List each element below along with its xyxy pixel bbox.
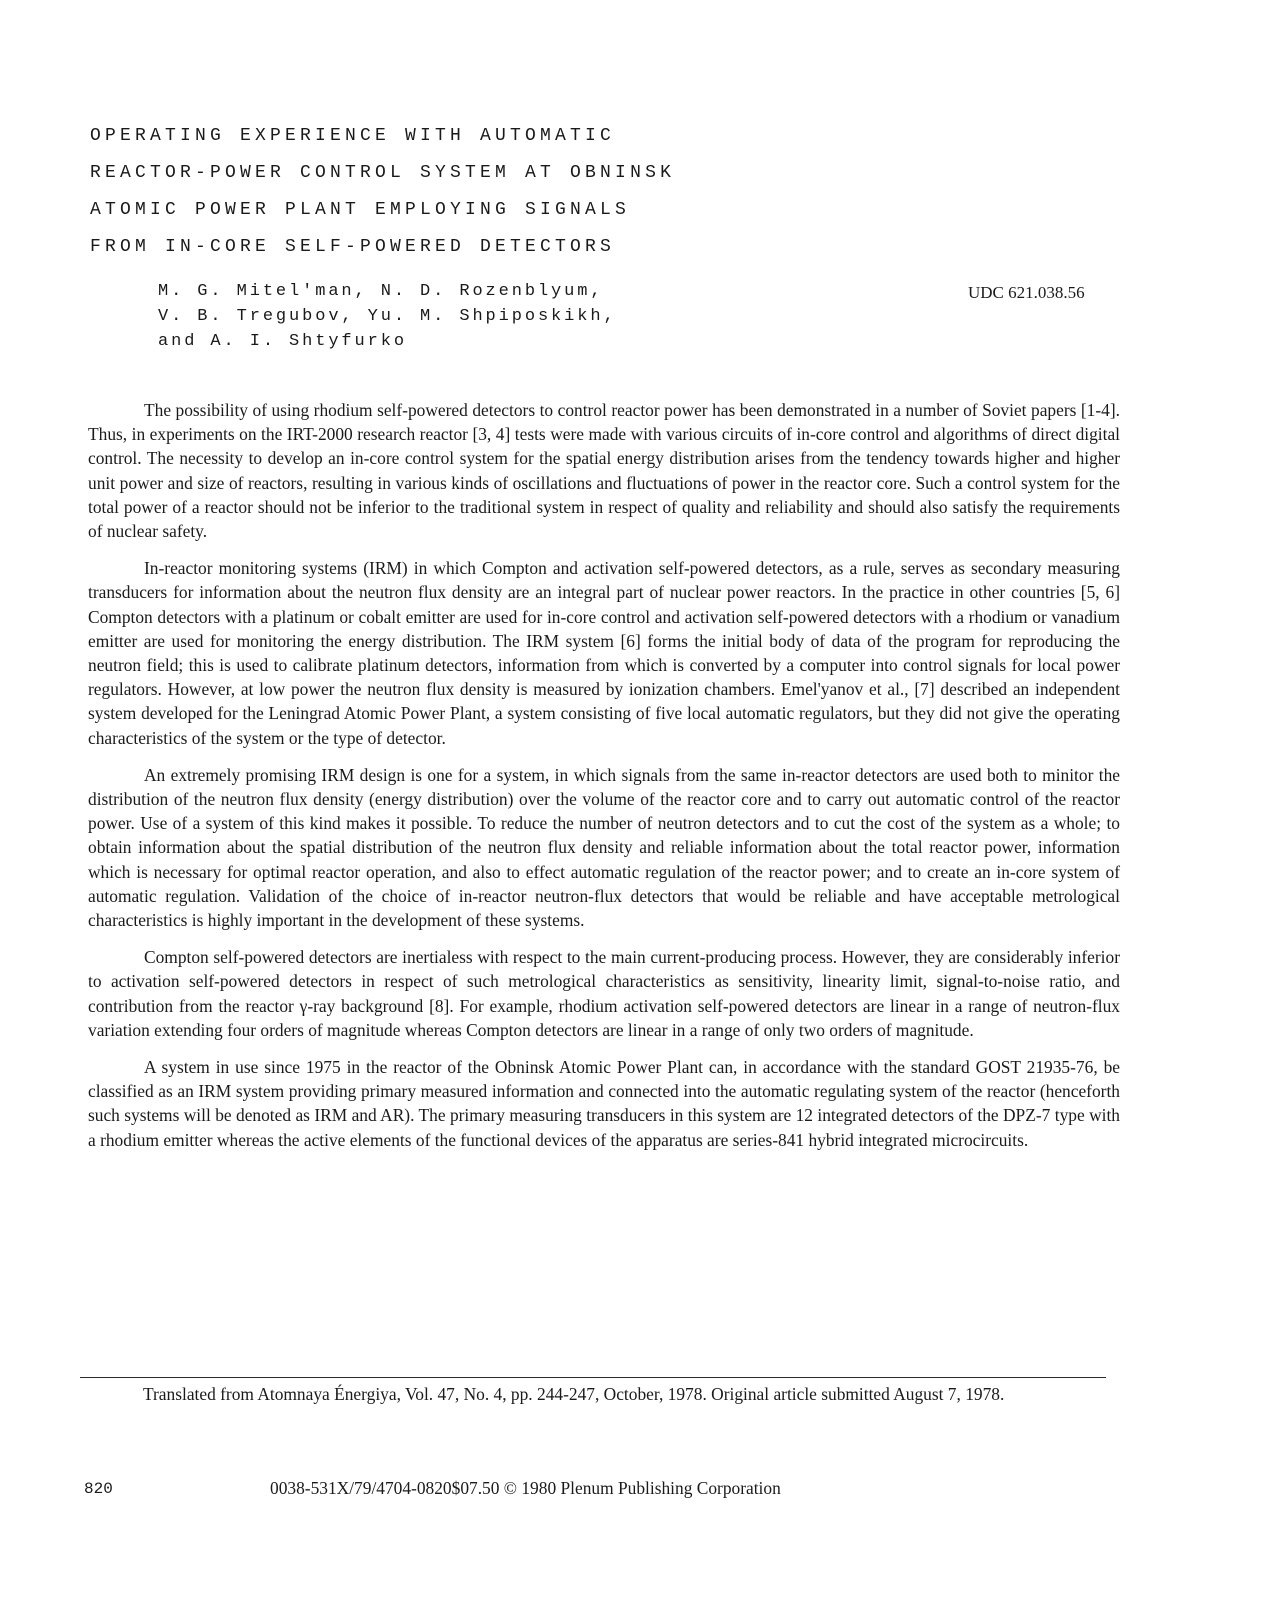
copyright-line: 0038-531X/79/4704-0820$07.50 © 1980 Plenum Publishing Corporation: [270, 1478, 781, 1498]
translation-footnote: Translated from Atomnaya Énergiya, Vol. 47, No. 4, pp. 244-247, October, 1978. Original article submitted August 7, 1978.: [143, 1384, 1005, 1404]
body-paragraph: The possibility of using rhodium self-powered detectors to control reactor power has been demonstrated in a number of Soviet papers [1-4]. Thus, in experiments on the IRT-2000 research reactor [3, 4] tests were made with various circuits of in-core control and algorithms of direct digital control. The necessity to develop an in-core control system for the spatial energy distribution arises from the tendency towards higher and higher unit power and size of reactors, resulting in various kinds of oscillations and fluctuations of power in the reactor core. Such a control system for the total power of a reactor should not be inferior to the traditional system in respect of quality and reliability and should also satisfy the requirements of nuclear safety.: [88, 400, 1120, 542]
udc-code: UDC 621.038.56: [968, 283, 1085, 302]
body-paragraph: A system in use since 1975 in the reactor of the Obninsk Atomic Power Plant can, in accordance with the standard GOST 21935-76, be classified as an IRM system providing primary measured information and connected into the automatic regulating system of the reactor (henceforth such systems will be denoted as IRM and AR). The primary measuring transducers in this system are 12 integrated detectors of the DPZ-7 type with a rhodium emitter whereas the active elements of the functional devices of the apparatus are series-841 hybrid integrated microcircuits.: [88, 1057, 1120, 1150]
body-paragraph: An extremely promising IRM design is one for a system, in which signals from the same in-reactor detectors are used both to minitor the distribution of the neutron flux density (energy distribution) over the volume of the reactor core and to carry out automatic control of the reactor power. Use of a system of this kind makes it possible. To reduce the number of neutron detectors and to cut the cost of the system as a whole; to obtain information about the spatial distribution of the neutron flux density and reliable information about the total reactor power, information which is necessary for optimal reactor operation, and also to effect automatic regulation of the reactor power; and to create an in-core system of automatic regulation. Validation of the choice of in-reactor neutron-flux detectors that would be reliable and have acceptable metrological characteristics is highly important in the development of these systems.: [88, 764, 1120, 931]
article-title: [90, 118, 770, 266]
author-line: M. G. Mitel'man, N. D. Rozenblyum,: [158, 282, 604, 301]
footnote-divider: [80, 1377, 1106, 1378]
body-paragraph: Compton self-powered detectors are inertialess with respect to the main current-producing process. However, they are considerably inferior to activation self-powered detectors in respect of such metrological characteristics as sensitivity, linearity limit, signal-to-noise ratio, and contribution from the reactor γ-ray background [8]. For example, rhodium activation self-powered detectors are linear in a range of neutron-flux variation extending four orders of magnitude whereas Compton detectors are linear in a range of only two orders of magnitude.: [88, 947, 1120, 1040]
author-list: [158, 279, 617, 354]
body-paragraph: In-reactor monitoring systems (IRM) in which Compton and activation self-powered detectors, as a rule, serves as secondary measuring transducers for information about the neutron flux density are an integral part of nuclear power reactors. In the practice in other countries [5, 6] Compton detectors with a platinum or cobalt emitter are used for in-core control and activation self-powered detectors with a rhodium or vanadium emitter are used for monitoring the energy distribution. The IRM system [6] forms the initial body of data of the program for reproducing the neutron field; this is used to calibrate platinum detectors, information from which is converted by a computer into control signals for local power regulators. However, at low power the neutron flux density is measured by ionization chambers. Emel'yanov et al., [7] described an independent system developed for the Leningrad Atomic Power Plant, a system consisting of five local automatic regulators, but they did not give the operating characteristics of the system or the type of detector.: [88, 558, 1120, 748]
title-line: ATOMIC POWER PLANT EMPLOYING SIGNALS: [90, 200, 631, 220]
title-line: OPERATING EXPERIENCE WITH AUTOMATIC: [90, 126, 616, 146]
article-body: [88, 398, 1120, 1165]
author-line: V. B. Tregubov, Yu. M. Shpiposkikh,: [158, 307, 617, 326]
author-line: and A. I. Shtyfurko: [158, 332, 407, 351]
title-line: FROM IN-CORE SELF-POWERED DETECTORS: [90, 237, 616, 257]
page-number: 820: [84, 1480, 113, 1498]
title-line: REACTOR-POWER CONTROL SYSTEM AT OBNINSK: [90, 163, 676, 183]
